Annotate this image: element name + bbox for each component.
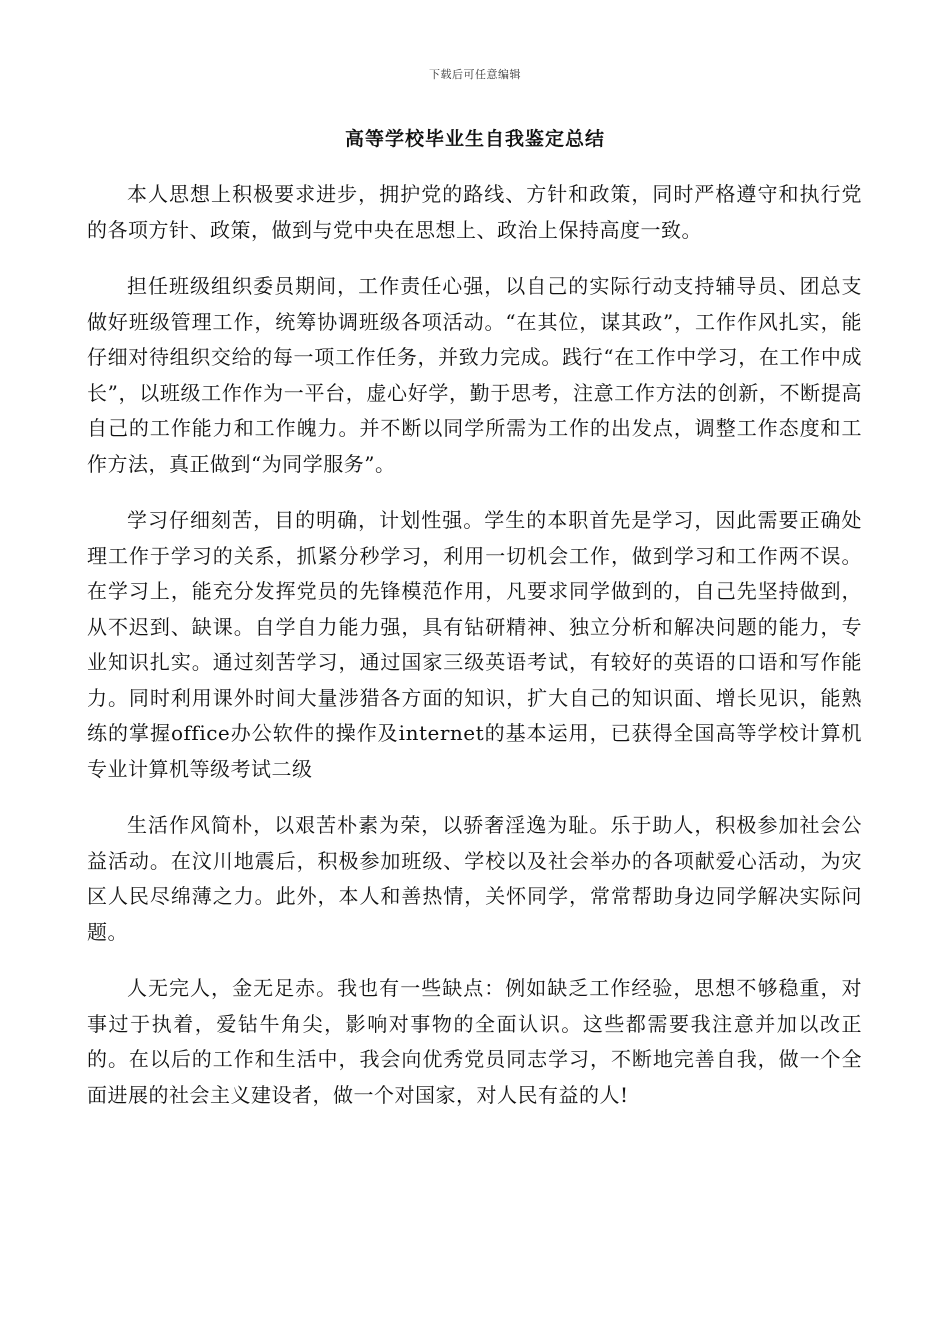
paragraph-life-style: 生活作风简朴，以艰苦朴素为荣，以骄奢淫逸为耻。乐于助人，积极参加社会公益活动。在汶川地震后，积极参加班级、学校以及社会举办的各项献爱心活动，为灾区人民尽绵薄之力。此外，本人和善热情，关怀同学，常常帮助身边同学解决实际问题。: [87, 813, 862, 944]
paragraph-study: 学习仔细刻苦，目的明确，计划性强。学生的本职首先是学习，因此需要正确处理工作于学习的关系，抓紧分秒学习，利用一切机会工作，做到学习和工作两不误。在学习上，能充分发挥党员的先锋模范作用，凡要求同学做到的，自己先坚持做到，从不迟到、缺课。自学自力能力强，具有钻研精神、独立分析和解决问题的能力，专业知识扎实。通过刻苦学习，通过国家三级英语考试，有较好的英语的口语和写作能力。同时利用课外时间大量涉猎各方面的知识，扩大自己的知识面、增长见识，能熟练的掌握office办公软件的操作及internet的基本运用，已获得全国高等学校计算机专业计算机等级考试二级: [87, 508, 862, 781]
paragraph-class-work: 担任班级组织委员期间，工作责任心强，以自己的实际行动支持辅导员、团总支做好班级管理工作，统筹协调班级各项活动。“在其位，谋其政”，工作作风扎实，能仔细对待组织交给的每一项工作任务，并致力完成。践行“在工作中学习，在工作中成长”，以班级工作作为一平台，虚心好学，勤于思考，注意工作方法的创新，不断提高自己的工作能力和工作魄力。并不断以同学所需为工作的出发点，调整工作态度和工作方法，真正做到“为同学服务”。: [87, 274, 862, 476]
paragraph-political-stance: 本人思想上积极要求进步，拥护党的路线、方针和政策，同时严格遵守和执行党的各项方针、政策，做到与党中央在思想上、政治上保持高度一致。: [87, 182, 862, 242]
header-note: 下载后可任意编辑: [429, 68, 521, 81]
paragraph-shortcomings: 人无完人，金无足赤。我也有一些缺点：例如缺乏工作经验，思想不够稳重，对事过于执着，爱钻牛角尖，影响对事物的全面认识。这些都需要我注意并加以改正的。在以后的工作和生活中，我会向优秀党员同志学习，不断地完善自我，做一个全面进展的社会主义建设者，做一个对国家，对人民有益的人!: [87, 976, 862, 1107]
document-title: 高等学校毕业生自我鉴定总结: [344, 128, 605, 150]
document-body: [87, 177, 862, 1134]
